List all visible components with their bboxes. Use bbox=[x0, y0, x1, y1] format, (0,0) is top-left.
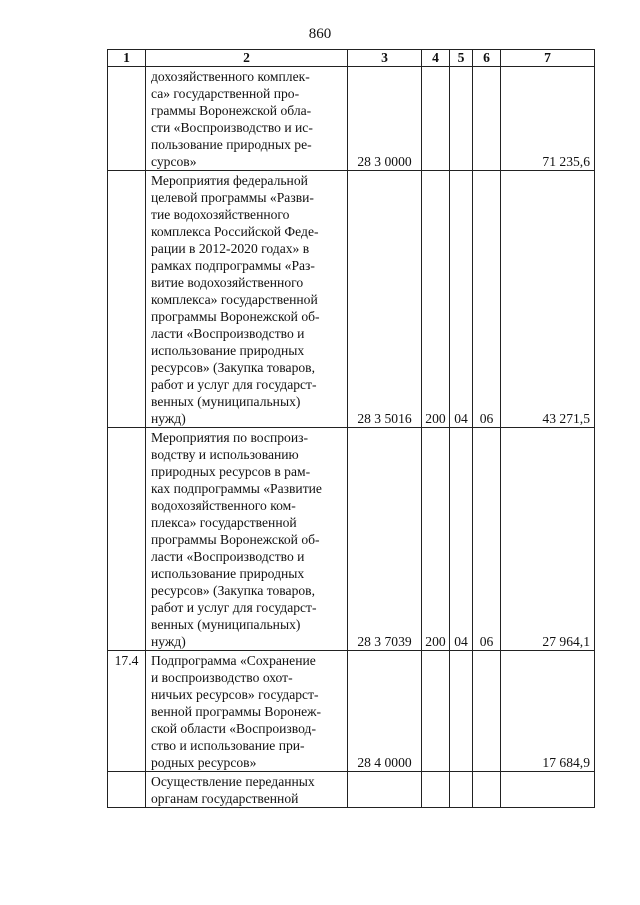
description-line: программы Воронежской об- bbox=[151, 309, 320, 324]
row-col-4 bbox=[422, 651, 450, 772]
description-line: водству и использованию bbox=[151, 447, 299, 462]
description-line: использование природных bbox=[151, 566, 305, 581]
row-description bbox=[146, 67, 348, 171]
description-line: сурсов» bbox=[151, 154, 197, 169]
description-line: ресурсов» (Закупка товаров, bbox=[151, 360, 315, 375]
table-row bbox=[108, 772, 595, 808]
description-line: венных (муниципальных) bbox=[151, 394, 301, 409]
row-col-6: 06 bbox=[473, 428, 501, 651]
header-col-2: 2 bbox=[146, 50, 348, 67]
table-row bbox=[108, 171, 595, 428]
row-description bbox=[146, 171, 348, 428]
description-line: программы Воронежской об- bbox=[151, 532, 320, 547]
row-amount: 43 271,5 bbox=[501, 171, 595, 428]
description-line: родных ресурсов» bbox=[151, 755, 257, 770]
description-line: ской области «Воспроизвод- bbox=[151, 721, 316, 736]
description-line: ласти «Воспроизводство и bbox=[151, 549, 305, 564]
description-line: природных ресурсов в рам- bbox=[151, 464, 311, 479]
row-amount bbox=[501, 772, 595, 808]
description-line: рамках подпрограммы «Раз- bbox=[151, 258, 315, 273]
description-line: венных (муниципальных) bbox=[151, 617, 301, 632]
description-line: Осуществление переданных bbox=[151, 774, 315, 789]
description-line: использование природных bbox=[151, 343, 305, 358]
description-line: Мероприятия федеральной bbox=[151, 173, 308, 188]
row-col-5 bbox=[450, 651, 473, 772]
description-line: и воспроизводство охот- bbox=[151, 670, 293, 685]
budget-table bbox=[107, 49, 595, 808]
table-row bbox=[108, 67, 595, 171]
description-line: нужд) bbox=[151, 411, 186, 426]
row-number bbox=[108, 171, 146, 428]
description-line: витие водохозяйственного bbox=[151, 275, 304, 290]
description-line: пользование природных ре- bbox=[151, 137, 312, 152]
row-number: 17.4 bbox=[108, 651, 146, 772]
header-col-4: 4 bbox=[422, 50, 450, 67]
description-line: Мероприятия по воспроиз- bbox=[151, 430, 309, 445]
row-code bbox=[348, 772, 422, 808]
row-col-6 bbox=[473, 651, 501, 772]
row-col-5 bbox=[450, 772, 473, 808]
description-line: ласти «Воспроизводство и bbox=[151, 326, 305, 341]
description-line: граммы Воронежской обла- bbox=[151, 103, 312, 118]
description-line: дохозяйственного комплек- bbox=[151, 69, 310, 84]
row-description bbox=[146, 772, 348, 808]
row-col-5: 04 bbox=[450, 428, 473, 651]
row-number bbox=[108, 67, 146, 171]
description-line: органам государственной bbox=[151, 791, 299, 806]
row-col-4 bbox=[422, 67, 450, 171]
description-line: плекса» государственной bbox=[151, 515, 297, 530]
row-code: 28 4 0000 bbox=[348, 651, 422, 772]
header-col-5: 5 bbox=[450, 50, 473, 67]
row-col-6: 06 bbox=[473, 171, 501, 428]
description-line: ничьих ресурсов» государст- bbox=[151, 687, 319, 702]
row-number bbox=[108, 428, 146, 651]
table-row bbox=[108, 428, 595, 651]
description-line: тие водохозяйственного bbox=[151, 207, 290, 222]
description-line: комплекса Российской Феде- bbox=[151, 224, 319, 239]
description-line: комплекса» государственной bbox=[151, 292, 318, 307]
header-row bbox=[108, 50, 595, 67]
row-col-4 bbox=[422, 772, 450, 808]
row-col-6 bbox=[473, 772, 501, 808]
description-line: са» государственной про- bbox=[151, 86, 300, 101]
header-col-3: 3 bbox=[348, 50, 422, 67]
description-line: ках подпрограммы «Развитие bbox=[151, 481, 322, 496]
row-description bbox=[146, 651, 348, 772]
row-code: 28 3 7039 bbox=[348, 428, 422, 651]
description-line: работ и услуг для государст- bbox=[151, 377, 317, 392]
row-col-5: 04 bbox=[450, 171, 473, 428]
description-line: сти «Воспроизводство и ис- bbox=[151, 120, 313, 135]
row-code: 28 3 0000 bbox=[348, 67, 422, 171]
row-col-4: 200 bbox=[422, 428, 450, 651]
description-line: целевой программы «Разви- bbox=[151, 190, 314, 205]
header-col-1: 1 bbox=[108, 50, 146, 67]
header-col-7: 7 bbox=[501, 50, 595, 67]
row-number bbox=[108, 772, 146, 808]
description-line: ство и использование при- bbox=[151, 738, 305, 753]
header-col-6: 6 bbox=[473, 50, 501, 67]
description-line: нужд) bbox=[151, 634, 186, 649]
table-row bbox=[108, 651, 595, 772]
row-col-5 bbox=[450, 67, 473, 171]
row-amount: 71 235,6 bbox=[501, 67, 595, 171]
row-amount: 27 964,1 bbox=[501, 428, 595, 651]
row-code: 28 3 5016 bbox=[348, 171, 422, 428]
row-amount: 17 684,9 bbox=[501, 651, 595, 772]
page-number: 860 bbox=[308, 26, 332, 42]
description-line: венной программы Воронеж- bbox=[151, 704, 322, 719]
description-line: ресурсов» (Закупка товаров, bbox=[151, 583, 315, 598]
description-line: водохозяйственного ком- bbox=[151, 498, 296, 513]
description-line: рации в 2012-2020 годах» в bbox=[151, 241, 310, 256]
description-line: работ и услуг для государст- bbox=[151, 600, 317, 615]
row-description bbox=[146, 428, 348, 651]
row-col-6 bbox=[473, 67, 501, 171]
row-col-4: 200 bbox=[422, 171, 450, 428]
description-line: Подпрограмма «Сохранение bbox=[151, 653, 316, 668]
